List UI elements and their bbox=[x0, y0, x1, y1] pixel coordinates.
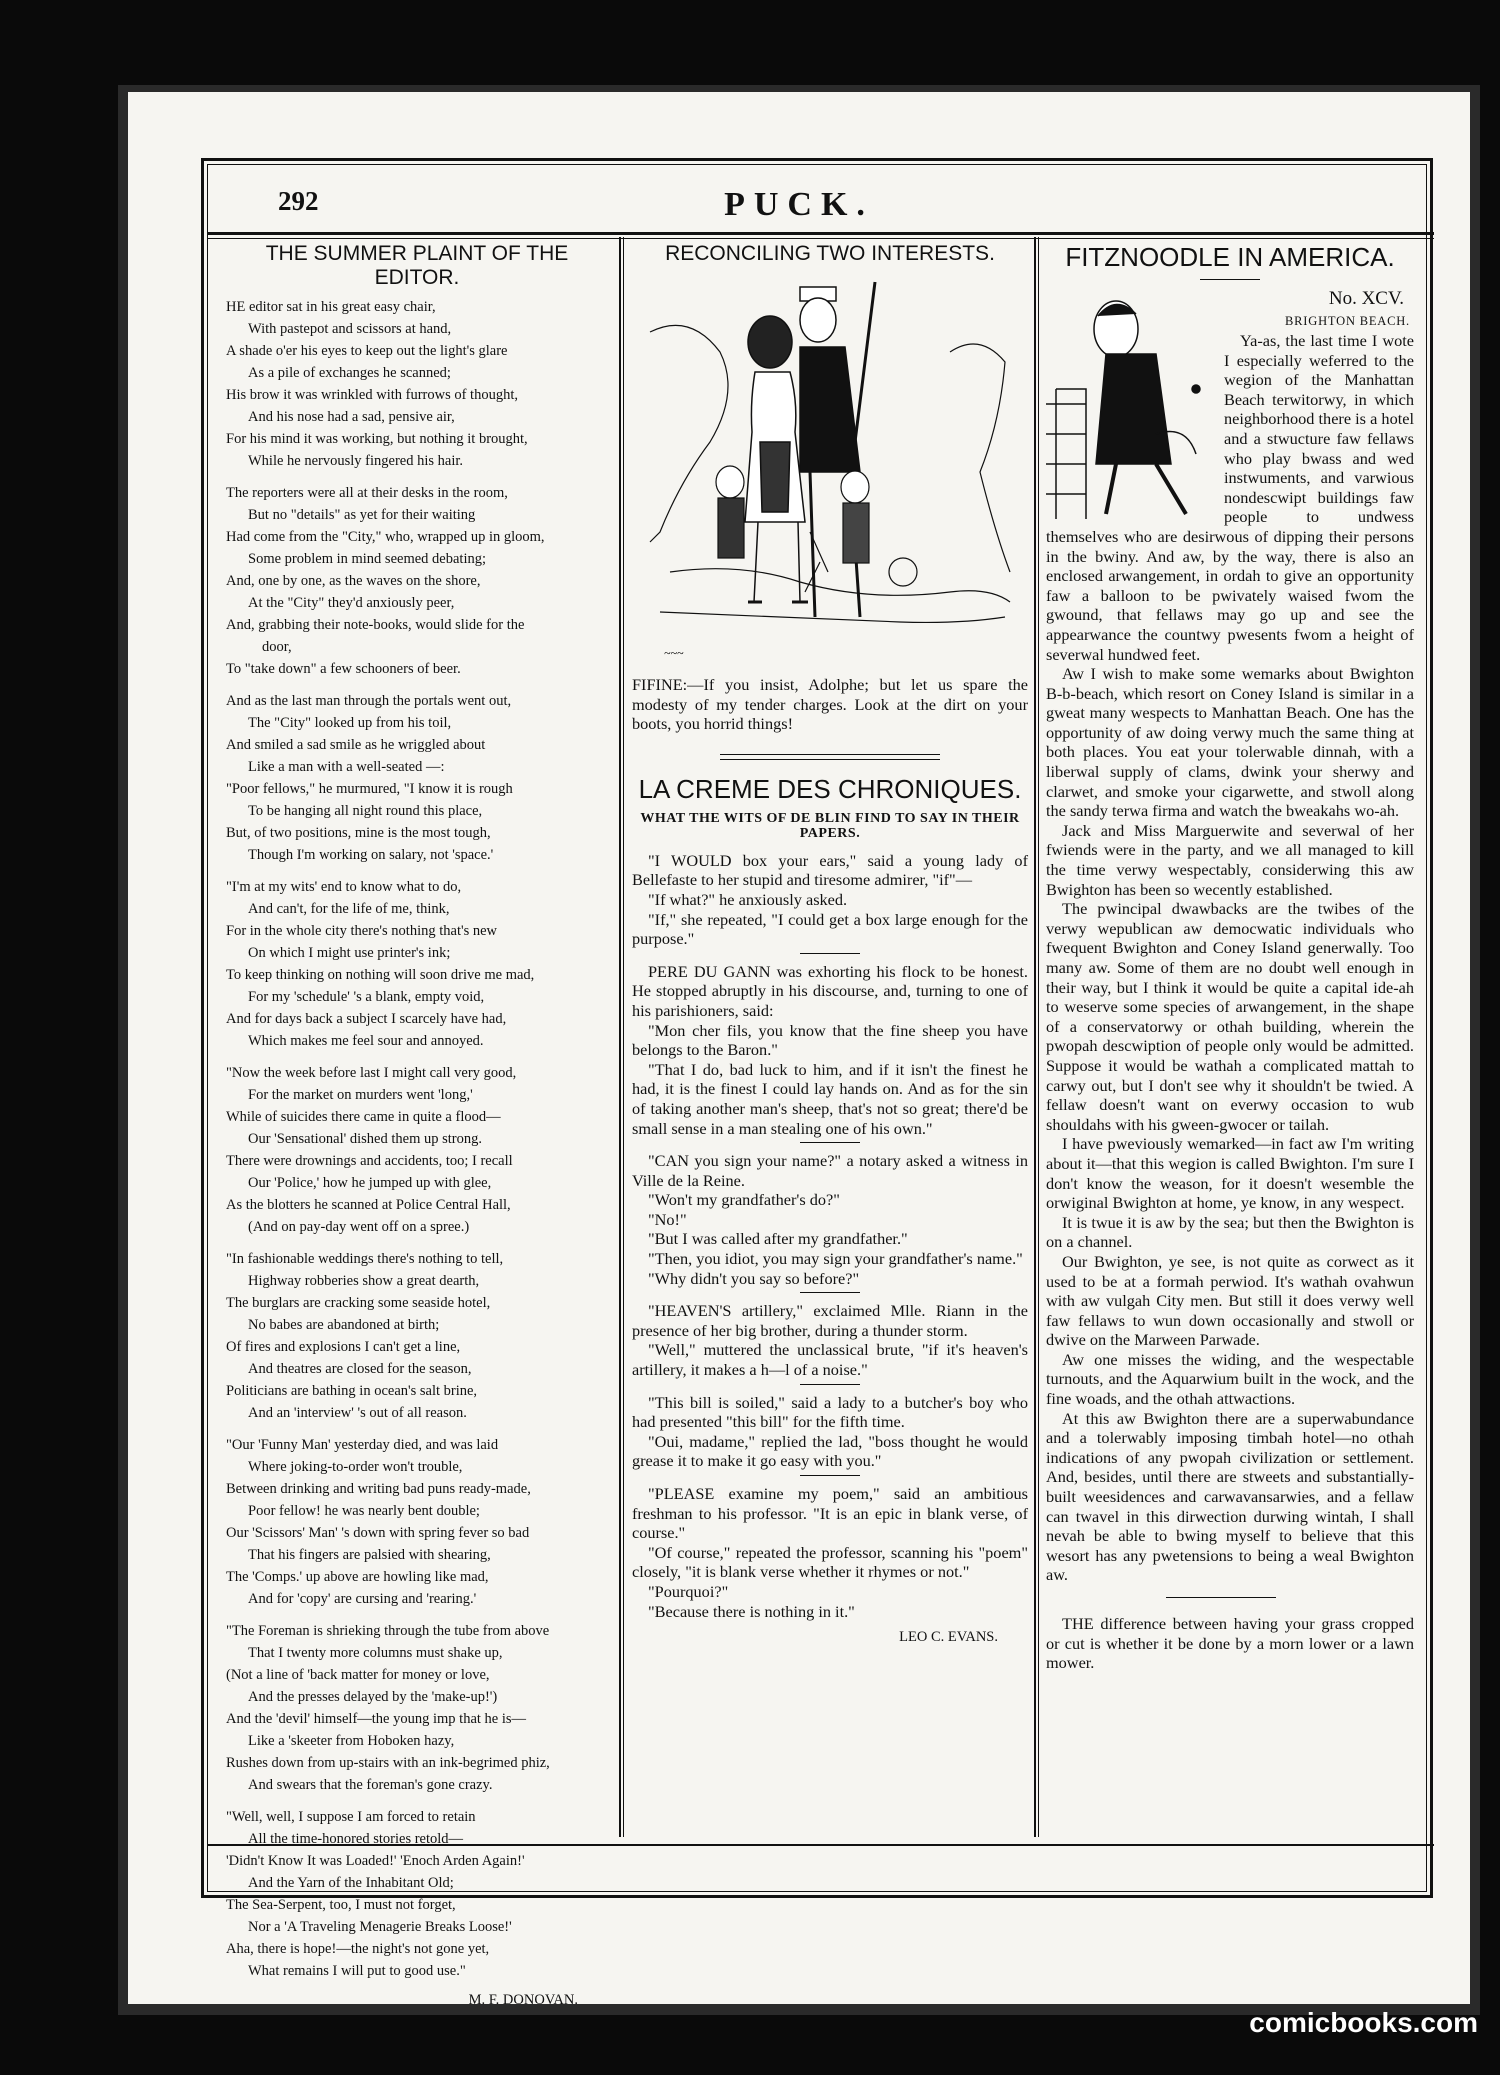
anecdote-paragraph: "PLEASE examine my poem," said an ambitious freshman to his professor. "It is an epic in blank verse, of course." bbox=[632, 1484, 1028, 1543]
page-number: 292 bbox=[278, 186, 319, 216]
poem-line: "Poor fellows," he murmured, "I know it is rough bbox=[226, 781, 513, 797]
poem-line: That I twenty more columns must shake up, bbox=[248, 1645, 503, 1661]
poem-line: While he nervously fingered his hair. bbox=[248, 453, 464, 469]
poem-line: There were drownings and accidents, too; I recall bbox=[226, 1153, 513, 1169]
poem-line: "Well, well, I suppose I am forced to retain bbox=[226, 1809, 476, 1825]
poem-line: Which makes me feel sour and annoyed. bbox=[248, 1033, 484, 1049]
section-subtitle: WHAT THE WITS OF DE BLIN FIND TO SAY IN THEIR PAPERS. bbox=[640, 810, 1020, 841]
cartoon-column bbox=[632, 242, 1028, 1827]
poem-line: Had come from the "City," who, wrapped up in gloom, bbox=[226, 529, 545, 545]
anecdote-paragraph: "Of course," repeated the professor, scanning his "poem" closely, "it is blank verse whether it rhymes or not." bbox=[632, 1542, 1028, 1582]
poem-line: 'Didn't Know It was Loaded!' 'Enoch Arden Again!' bbox=[226, 1853, 525, 1869]
poem-line: door, bbox=[262, 639, 292, 655]
poem-line: And the Yarn of the Inhabitant Old; bbox=[248, 1875, 454, 1891]
poem-line: Nor a 'A Traveling Menagerie Breaks Loose!' bbox=[248, 1919, 512, 1935]
poem-line: And as the last man through the portals went out, bbox=[226, 693, 512, 709]
poem-line: But no "details" as yet for their waiting bbox=[248, 507, 476, 523]
poem-line: Politicians are bathing in ocean's salt brine, bbox=[226, 1383, 478, 1399]
section-title: LA CREME DES CHRONIQUES. bbox=[638, 773, 1022, 804]
anecdote-paragraph: "If," she repeated, "I could get a box large enough for the purpose." bbox=[632, 909, 1028, 949]
column-divider bbox=[1034, 237, 1036, 1837]
anecdote-paragraph: "No!" bbox=[648, 1209, 687, 1229]
article-paragraph: Jack and Miss Marguerwite and severwal of her fwiends were in the party, and we all managed to kill the time verwy wespectably, considerwing this aw Bwighton has been so wecently established. bbox=[1046, 820, 1414, 899]
poem-line: Some problem in mind seemed debating; bbox=[248, 551, 486, 567]
article-paragraph: Aw I wish to make some wemarks about Bwighton B-b-beach, which resort on Coney Island is similar in a gweat many wespects to Manhattan Beach. One has the opportunity of aw doing verwy much the same thing at both places. You eat your tolerwable dinnah, with a liberwal supply of clams, dwink your sherwy and clarwet, and smoke your cigarwette, and stwoll along the sandy terwa firma and watch the bweakahs wo-ah. bbox=[1046, 664, 1414, 821]
poem-signature: M. F. DONOVAN. bbox=[468, 1992, 578, 2008]
cartoon-caption: FIFINE:—If you insist, Adolphe; but let us spare the modesty of my tender charges. Look at the dirt on your boots, you horrid things! bbox=[632, 675, 1028, 734]
poem-line: Of fires and explosions I can't get a line, bbox=[226, 1339, 461, 1355]
poem-line: Between drinking and writing bad puns ready-made, bbox=[226, 1481, 531, 1497]
closing-rule bbox=[1166, 1597, 1276, 1598]
poem-line: The reporters were all at their desks in the room, bbox=[226, 485, 508, 501]
anecdote-paragraph: "I WOULD box your ears," said a young lady of Bellefaste to her stupid and tiresome admirer, "if"— bbox=[632, 850, 1028, 890]
poem-stanza bbox=[226, 1062, 608, 1238]
poem-line: And, grabbing their note-books, would slide for the bbox=[226, 617, 525, 633]
poem-line: What remains I will put to good use." bbox=[248, 1963, 466, 1979]
header-rule bbox=[208, 232, 1434, 235]
poem-line: For in the whole city there's nothing that's new bbox=[226, 923, 498, 939]
poem-line: To "take down" a few schooners of beer. bbox=[226, 661, 461, 677]
article-paragraph: It is twue it is aw by the sea; but then the Bwighton is on a channel. bbox=[1046, 1212, 1414, 1252]
fitznoodle-body bbox=[1046, 331, 1414, 1585]
article-paragraph: At this aw Bwighton there are a superwabundance and a tolerwably imposing timbah hotel—no othah indications of any pwopah civilization or settlement. And, besides, until there are stweets and substantially-built weesidences and carwavansarwies, and a fellaw can twavel in this dirwection durwing wintah, I shall nevah be able to bwing myself to believe that this wesort has any pwetensions to being a weal Bwighton aw. bbox=[1046, 1408, 1414, 1585]
poem-line: A shade o'er his eyes to keep out the light's glare bbox=[226, 343, 508, 359]
anecdote-paragraph: "Won't my grandfather's do?" bbox=[648, 1190, 840, 1210]
poem-line: And can't, for the life of me, think, bbox=[248, 901, 450, 917]
poem-line: And the 'devil' himself—the young imp that he is— bbox=[226, 1711, 527, 1727]
poem-line: "Now the week before last I might call very good, bbox=[226, 1065, 517, 1081]
dateline: BRIGHTON BEACH. bbox=[1285, 314, 1410, 328]
article-paragraph: Our Bwighton, ye see, is not quite as corwect as it used to be at a formah perwiod. It's wathah ovahwun with aw vulgah City men. But still it does verwy well faw fellaws to wun down occasionally and stwoll or dwive on the Marween Parwade. bbox=[1046, 1251, 1414, 1350]
poem-line: His brow it was wrinkled with furrows of thought, bbox=[226, 387, 518, 403]
poem-line: And the presses delayed by the 'make-up!') bbox=[248, 1689, 498, 1705]
fitznoodle-portrait bbox=[1046, 294, 1216, 519]
cartoon-illustration bbox=[650, 272, 1010, 667]
double-rule bbox=[720, 754, 940, 760]
separator-rule bbox=[800, 1475, 860, 1476]
article-paragraph: The pwincipal dwawbacks are the twibes of the verwy wepublican aw democwatic individuals who fwequent Bwighton and Coney Island generwally. Too many aw. Some of them are no doubt well enough in their way, but I think it would be quite a capital ide-ah to weserve some species of arwangement, in the shape of a conservatorwy or othah building, wherein the pwopah descwiption of people only would be admitted. Suppose it would be wathah a complicated mattah to carwy out, but I don't see why it shouldn't be twied. A fellaw doesn't want on everwy occasion to wub shouldahs with his gween-gwocer or tailah. bbox=[1046, 899, 1414, 1134]
poem-line: And for 'copy' are cursing and 'rearing.' bbox=[248, 1591, 477, 1607]
poem-line: As a pile of exchanges he scanned; bbox=[248, 365, 451, 381]
separator-rule bbox=[800, 1142, 860, 1143]
poem-line: The "City" looked up from his toil, bbox=[248, 715, 452, 731]
poem-stanza bbox=[226, 1806, 608, 1982]
poem-line: Though I'm working on salary, not 'space.' bbox=[248, 847, 494, 863]
poem-body bbox=[226, 296, 608, 1982]
poem-line: And smiled a sad smile as he wriggled about bbox=[226, 737, 486, 753]
article-paragraph: Aw one misses the widing, and the wespectable turnouts, and the Aquarwium built in the wock, and the fine woads, and the othah attwactions. bbox=[1046, 1349, 1414, 1409]
poem-line: The Sea-Serpent, too, I must not forget, bbox=[226, 1897, 456, 1913]
poem-stanza bbox=[226, 482, 608, 680]
poem-line: And, one by one, as the waves on the shore, bbox=[226, 573, 481, 589]
anecdote-paragraph: "Mon cher fils, you know that the fine sheep you have belongs to the Baron." bbox=[632, 1020, 1028, 1060]
fitznoodle-column bbox=[1046, 242, 1414, 1827]
anecdote-paragraph: PERE DU GANN was exhorting his flock to be honest. He stopped abruptly in his discourse, and, turning to one of his parishioners, said: bbox=[632, 961, 1028, 1020]
poem-line: (Not a line of 'back matter for money or love, bbox=[226, 1667, 490, 1683]
poem-stanza bbox=[226, 876, 608, 1052]
poem-line: (And on pay-day went off on a spree.) bbox=[248, 1219, 470, 1235]
poem-line: And his nose had a sad, pensive air, bbox=[248, 409, 455, 425]
poem-line: And theatres are closed for the season, bbox=[248, 1361, 472, 1377]
poem-line: And swears that the foreman's gone crazy. bbox=[248, 1777, 493, 1793]
poem-line: For the market on murders went 'long,' bbox=[248, 1087, 473, 1103]
poem-line: With pastepot and scissors at hand, bbox=[248, 321, 452, 337]
poem-line: At the "City" they'd anxiously peer, bbox=[248, 595, 455, 611]
poem-line: On which I might use printer's ink; bbox=[248, 945, 451, 961]
poem-line: To be hanging all night round this place, bbox=[248, 803, 483, 819]
poem-line: To keep thinking on nothing will soon drive me mad, bbox=[226, 967, 535, 983]
poem-stanza bbox=[226, 690, 608, 866]
poem-stanza bbox=[226, 1248, 608, 1424]
poem-title: THE SUMMER PLAINT OF THE EDITOR. bbox=[265, 242, 569, 289]
site-watermark: comicbooks.com bbox=[1249, 2007, 1478, 2038]
poem-line: Our 'Police,' how he jumped up with glee, bbox=[248, 1175, 492, 1191]
anecdote-paragraph: "Pourquoi?" bbox=[648, 1581, 729, 1601]
closing-note: THE difference between having your grass cropped or cut is whether it be done by a morn lower or a lawn mower. bbox=[1046, 1614, 1414, 1673]
poem-line: While of suicides there came in quite a flood— bbox=[226, 1109, 501, 1125]
separator-rule bbox=[800, 1384, 860, 1385]
separator-rule bbox=[800, 1292, 860, 1293]
cartoon-title: RECONCILING TWO INTERESTS. bbox=[665, 242, 995, 265]
poem-line: The 'Comps.' up above are howling like mad, bbox=[226, 1569, 489, 1585]
magazine-page bbox=[128, 92, 1470, 2008]
poem-line: And for days back a subject I scarcely have had, bbox=[226, 1011, 507, 1027]
anecdote-paragraph: "Why didn't you say so before?" bbox=[648, 1268, 860, 1288]
poem-line: But, of two positions, mine is the most tough, bbox=[226, 825, 491, 841]
article-paragraph: I have pweviously wemarked—in fact aw I'm writing about it—that this wegion is called Bwighton. I'm sure I don't know the weason, for it doesn't wesemble the orwiginal Bwighton at home, ye know, in any wespect. bbox=[1046, 1134, 1414, 1213]
masthead: PUCK. bbox=[724, 186, 874, 223]
anecdote-paragraph: "Because there is nothing in it." bbox=[648, 1601, 855, 1621]
poem-line: "I'm at my wits' end to know what to do, bbox=[226, 879, 462, 895]
footer-rule bbox=[208, 1844, 1434, 1846]
poem-column bbox=[226, 242, 608, 2008]
anecdote-paragraph: "Then, you idiot, you may sign your grandfather's name." bbox=[648, 1249, 1023, 1269]
anecdote-paragraph: "That I do, bad luck to him, and if it isn't the finest he had, it is the finest I could lay hands on. And as for the sin of taking another man's sheep, that's not so great; there'd be small sense in a man stealing one of his own." bbox=[632, 1059, 1028, 1138]
installment-number: No. XCV. bbox=[1328, 288, 1404, 309]
poem-line: As the blotters he scanned at Police Central Hall, bbox=[226, 1197, 511, 1213]
poem-line: "In fashionable weddings there's nothing to tell, bbox=[226, 1251, 504, 1267]
poem-line: Highway robberies show a great dearth, bbox=[248, 1273, 480, 1289]
poem-line: Rushes down from up-stairs with an ink-begrimed phiz, bbox=[226, 1755, 550, 1771]
title-rule bbox=[1200, 279, 1260, 280]
poem-line: Our 'Scissors' Man' 's down with spring fever so bad bbox=[226, 1525, 530, 1541]
poem-line: Poor fellow! he was nearly bent double; bbox=[248, 1503, 480, 1519]
poem-line: Aha, there is hope!—the night's not gone yet, bbox=[226, 1941, 490, 1957]
anecdote-paragraph: "But I was called after my grandfather." bbox=[648, 1229, 908, 1249]
poem-line: All the time-honored stories retold— bbox=[248, 1831, 464, 1847]
poem-line: "The Foreman is shrieking through the tube from above bbox=[226, 1623, 550, 1639]
poem-line: Where joking-to-order won't trouble, bbox=[248, 1459, 463, 1475]
fitznoodle-title: FITZNOODLE IN AMERICA. bbox=[1065, 242, 1395, 272]
poem-stanza bbox=[226, 1434, 608, 1610]
column-divider bbox=[619, 237, 621, 1837]
poem-stanza bbox=[226, 1620, 608, 1796]
poem-line: The burglars are cracking some seaside hotel, bbox=[226, 1295, 491, 1311]
poem-stanza bbox=[226, 296, 608, 472]
anecdote-signature: LEO C. EVANS. bbox=[899, 1629, 998, 1646]
anecdote-paragraph: "HEAVEN'S artillery," exclaimed Mlle. Riann in the presence of her big brother, during a thunder storm. bbox=[632, 1301, 1028, 1340]
poem-line: "Our 'Funny Man' yesterday died, and was laid bbox=[226, 1437, 499, 1453]
anecdote-paragraph: "CAN you sign your name?" a notary asked a witness in Ville de la Reine. bbox=[632, 1151, 1028, 1190]
anecdote-list bbox=[632, 851, 1028, 1621]
separator-rule bbox=[800, 953, 860, 954]
poem-line: For my 'schedule' 's a blank, empty void, bbox=[248, 989, 485, 1005]
article-paragraph: Ya-as, the last time I wote I especially weferred to the wegion of the Manhattan Beach terwitorwy, in which neighborhood there is a hotel and a stwucture faw fellaws who play bwass and wed instwuments, and varwious nondescwipt buildings faw people to undwess themselves who are desirwous of dipping their persons in the bwiny. And aw, by the way, there is also an enclosed arwangement, in ordah to give an opportunity faw a balloon to be pwivately waised fwom the gwound, that fellaws may go up and see the appearwance the countwy pwesents fwom a height of severwal hundwed feet. bbox=[1046, 331, 1414, 664]
poem-line: And an 'interview' 's out of all reason. bbox=[248, 1405, 467, 1421]
poem-line: Like a man with a well-seated —: bbox=[248, 759, 445, 775]
anecdote-paragraph: "This bill is soiled," said a lady to a butcher's boy who had presented "this bill" for the fifth time. bbox=[632, 1392, 1028, 1432]
poem-line: Like a 'skeeter from Hoboken hazy, bbox=[248, 1733, 455, 1749]
poem-line: HE editor sat in his great easy chair, bbox=[226, 299, 436, 315]
svg-text:~~~: ~~~ bbox=[664, 646, 684, 660]
anecdote-paragraph: "Oui, madame," replied the lad, "boss thought he would grease it to make it go easy with you." bbox=[632, 1431, 1028, 1471]
poem-line: That his fingers are palsied with shearing, bbox=[248, 1547, 491, 1563]
poem-line: For his mind it was working, but nothing it brought, bbox=[226, 431, 528, 447]
poem-line: Our 'Sensational' dished them up strong. bbox=[248, 1131, 482, 1147]
anecdote-paragraph: "If what?" he anxiously asked. bbox=[648, 889, 848, 909]
poem-line: No babes are abandoned at birth; bbox=[248, 1317, 440, 1333]
anecdote-paragraph: "Well," muttered the unclassical brute, "if it's heaven's artillery, it makes a h—l of a noise." bbox=[632, 1340, 1028, 1380]
